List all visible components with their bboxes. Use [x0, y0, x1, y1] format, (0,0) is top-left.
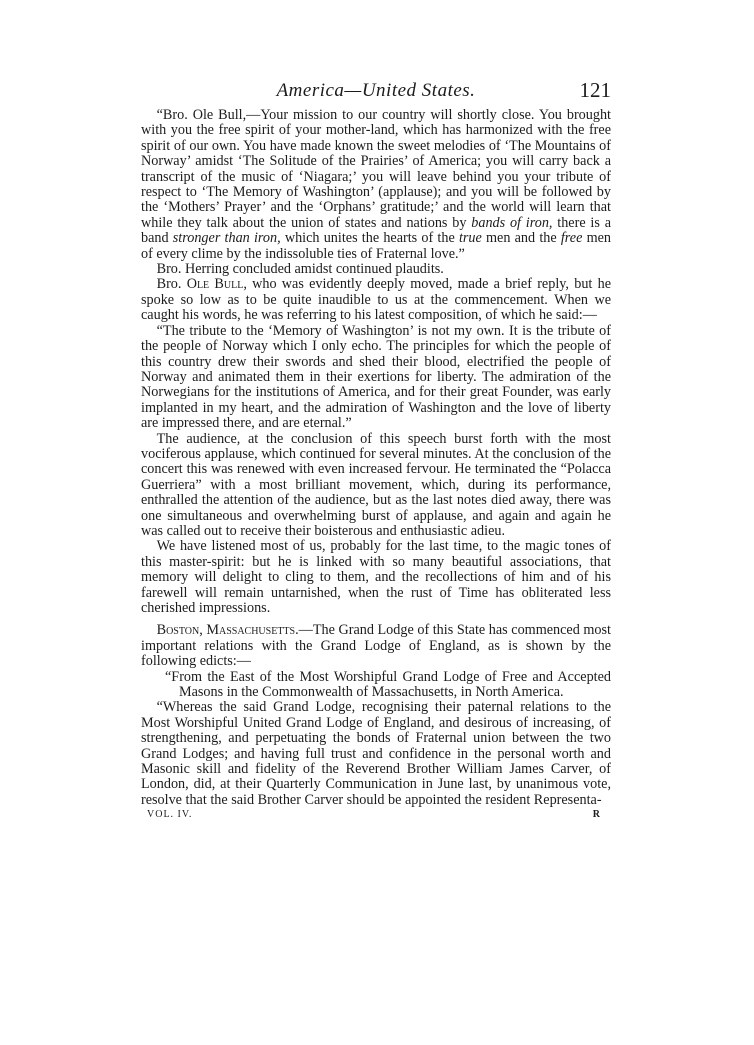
paragraph-whereas: “Whereas the said Grand Lodge, recognising their paternal relations to the Most Worshipful United Grand Lodge of England, and desirous of increasing, of strengthening, and perpetuating the bonds of Fraternal union between the two Grand Lodges; and having full trust and confidence in the personal worth and Masonic skill and fidelity of the Reverend Brother William James Carver, of London, did, at their Quarterly Communication in June last, by unanimous vote, resolve that the said Brother Carver should be appointed the resident Representa-	[141, 699, 611, 808]
paragraph-boston	[141, 623, 611, 669]
paragraph-reply	[141, 277, 611, 323]
paragraph-tribute-quote: “The tribute to the ‘Memory of Washington’ is not my own. It is the tribute of the people of Norway which I only echo. The principles for which the people of this country drew their swords and shed their blood, electrified the people of Norway and animated them in their exertions for liberty. The admiration of the Norwegians for the institutions of America, and for their great Founder, was early implanted in my heart, and the admiration of Washington and the love of liberty are impressed there, and are eternal.”	[141, 322, 611, 432]
paragraph-text: which unites the hearts of the	[280, 230, 459, 247]
paragraph-ole-bull-address	[141, 108, 611, 262]
paragraph-text: there is a band	[141, 214, 611, 247]
paragraph-herring: Bro. Herring concluded amidst continued plaudits.	[156, 261, 444, 278]
paragraph-text: —The Grand Lodge of this State has commenced most important relations with the Grand Lodge of England, as is shown by the following edicts:—	[141, 622, 611, 670]
paragraph-text: men of every clime by the indissoluble ties of Fraternal love.”	[141, 230, 611, 262]
emphasis: bands of iron,	[471, 214, 553, 231]
section-heading: Boston, Massachusetts.	[156, 622, 299, 639]
paragraph-audience: The audience, at the conclusion of this speech burst forth with the most vociferous applause, which continued for several minutes. At the conclusion of the concert this was renewed with even increased fervour. He terminated the “Polacca Guerriera” with a most brilliant movement, which, during its performance, enthralled the attention of the audience, but as the last notes died away, there was one simultaneous and overwhelming burst of applause, and again and again he was called out to receive their boisterous and enthusiastic adieu.	[141, 430, 611, 539]
paragraph-text: , who was evidently deeply moved, made a brief reply, but he spoke so low as to be quite inaudible to us at the commencement. When we caught his words, he was referring to his latest composition, of which he said:—	[141, 276, 611, 324]
paragraph-text: Bro.	[156, 276, 187, 293]
paragraph-text: “Bro. Ole Bull,—Your mission to our country will shortly close. You brought with you the free spirit of your mother-land, which has harmonized with the free spirit of our own. You have made known the sweet melodies of ‘The Mountains of Norway’ amidst ‘The Solitude of the Prairies’ of America; you will carry back a transcript of the music of ‘Niagara;’ you will leave behind you your tribute of respect to ‘The Memory of Washington’ (applause); and you will be followed by the ‘Mothers’ Prayer’ and the ‘Orphans’ gratitude;’ and the world will learn that while they talk about the union of states and nations by	[141, 107, 611, 231]
paragraph-text: men and the	[481, 230, 561, 247]
page-number: 121	[579, 78, 611, 102]
paragraph-listened: We have listened most of us, probably for the last time, to the magic tones of this master-spirit: but he is linked with so many beautiful associations, that memory will delight to cling to them, and the recollections of him and of his farewell will remain untarnished, when the rust of Time has obliterated less cherished impressions.	[141, 538, 611, 616]
page-header	[141, 78, 611, 106]
body-text	[141, 108, 611, 808]
emphasis: stronger than iron,	[172, 230, 281, 247]
page-footer	[141, 809, 611, 825]
book-page	[141, 78, 611, 1030]
name-small-caps: Ole Bull	[186, 276, 244, 293]
signature-mark: R	[592, 809, 601, 821]
emphasis: true	[458, 230, 482, 247]
paragraph-edict-heading: “From the East of the Most Worshipful Grand Lodge of Free and Accepted Masons in the Commonwealth of Massachusetts, in North America.	[165, 668, 611, 701]
emphasis: free	[560, 230, 583, 247]
volume-label: VOL. IV.	[147, 809, 193, 821]
running-title: America—United States.	[276, 80, 476, 101]
